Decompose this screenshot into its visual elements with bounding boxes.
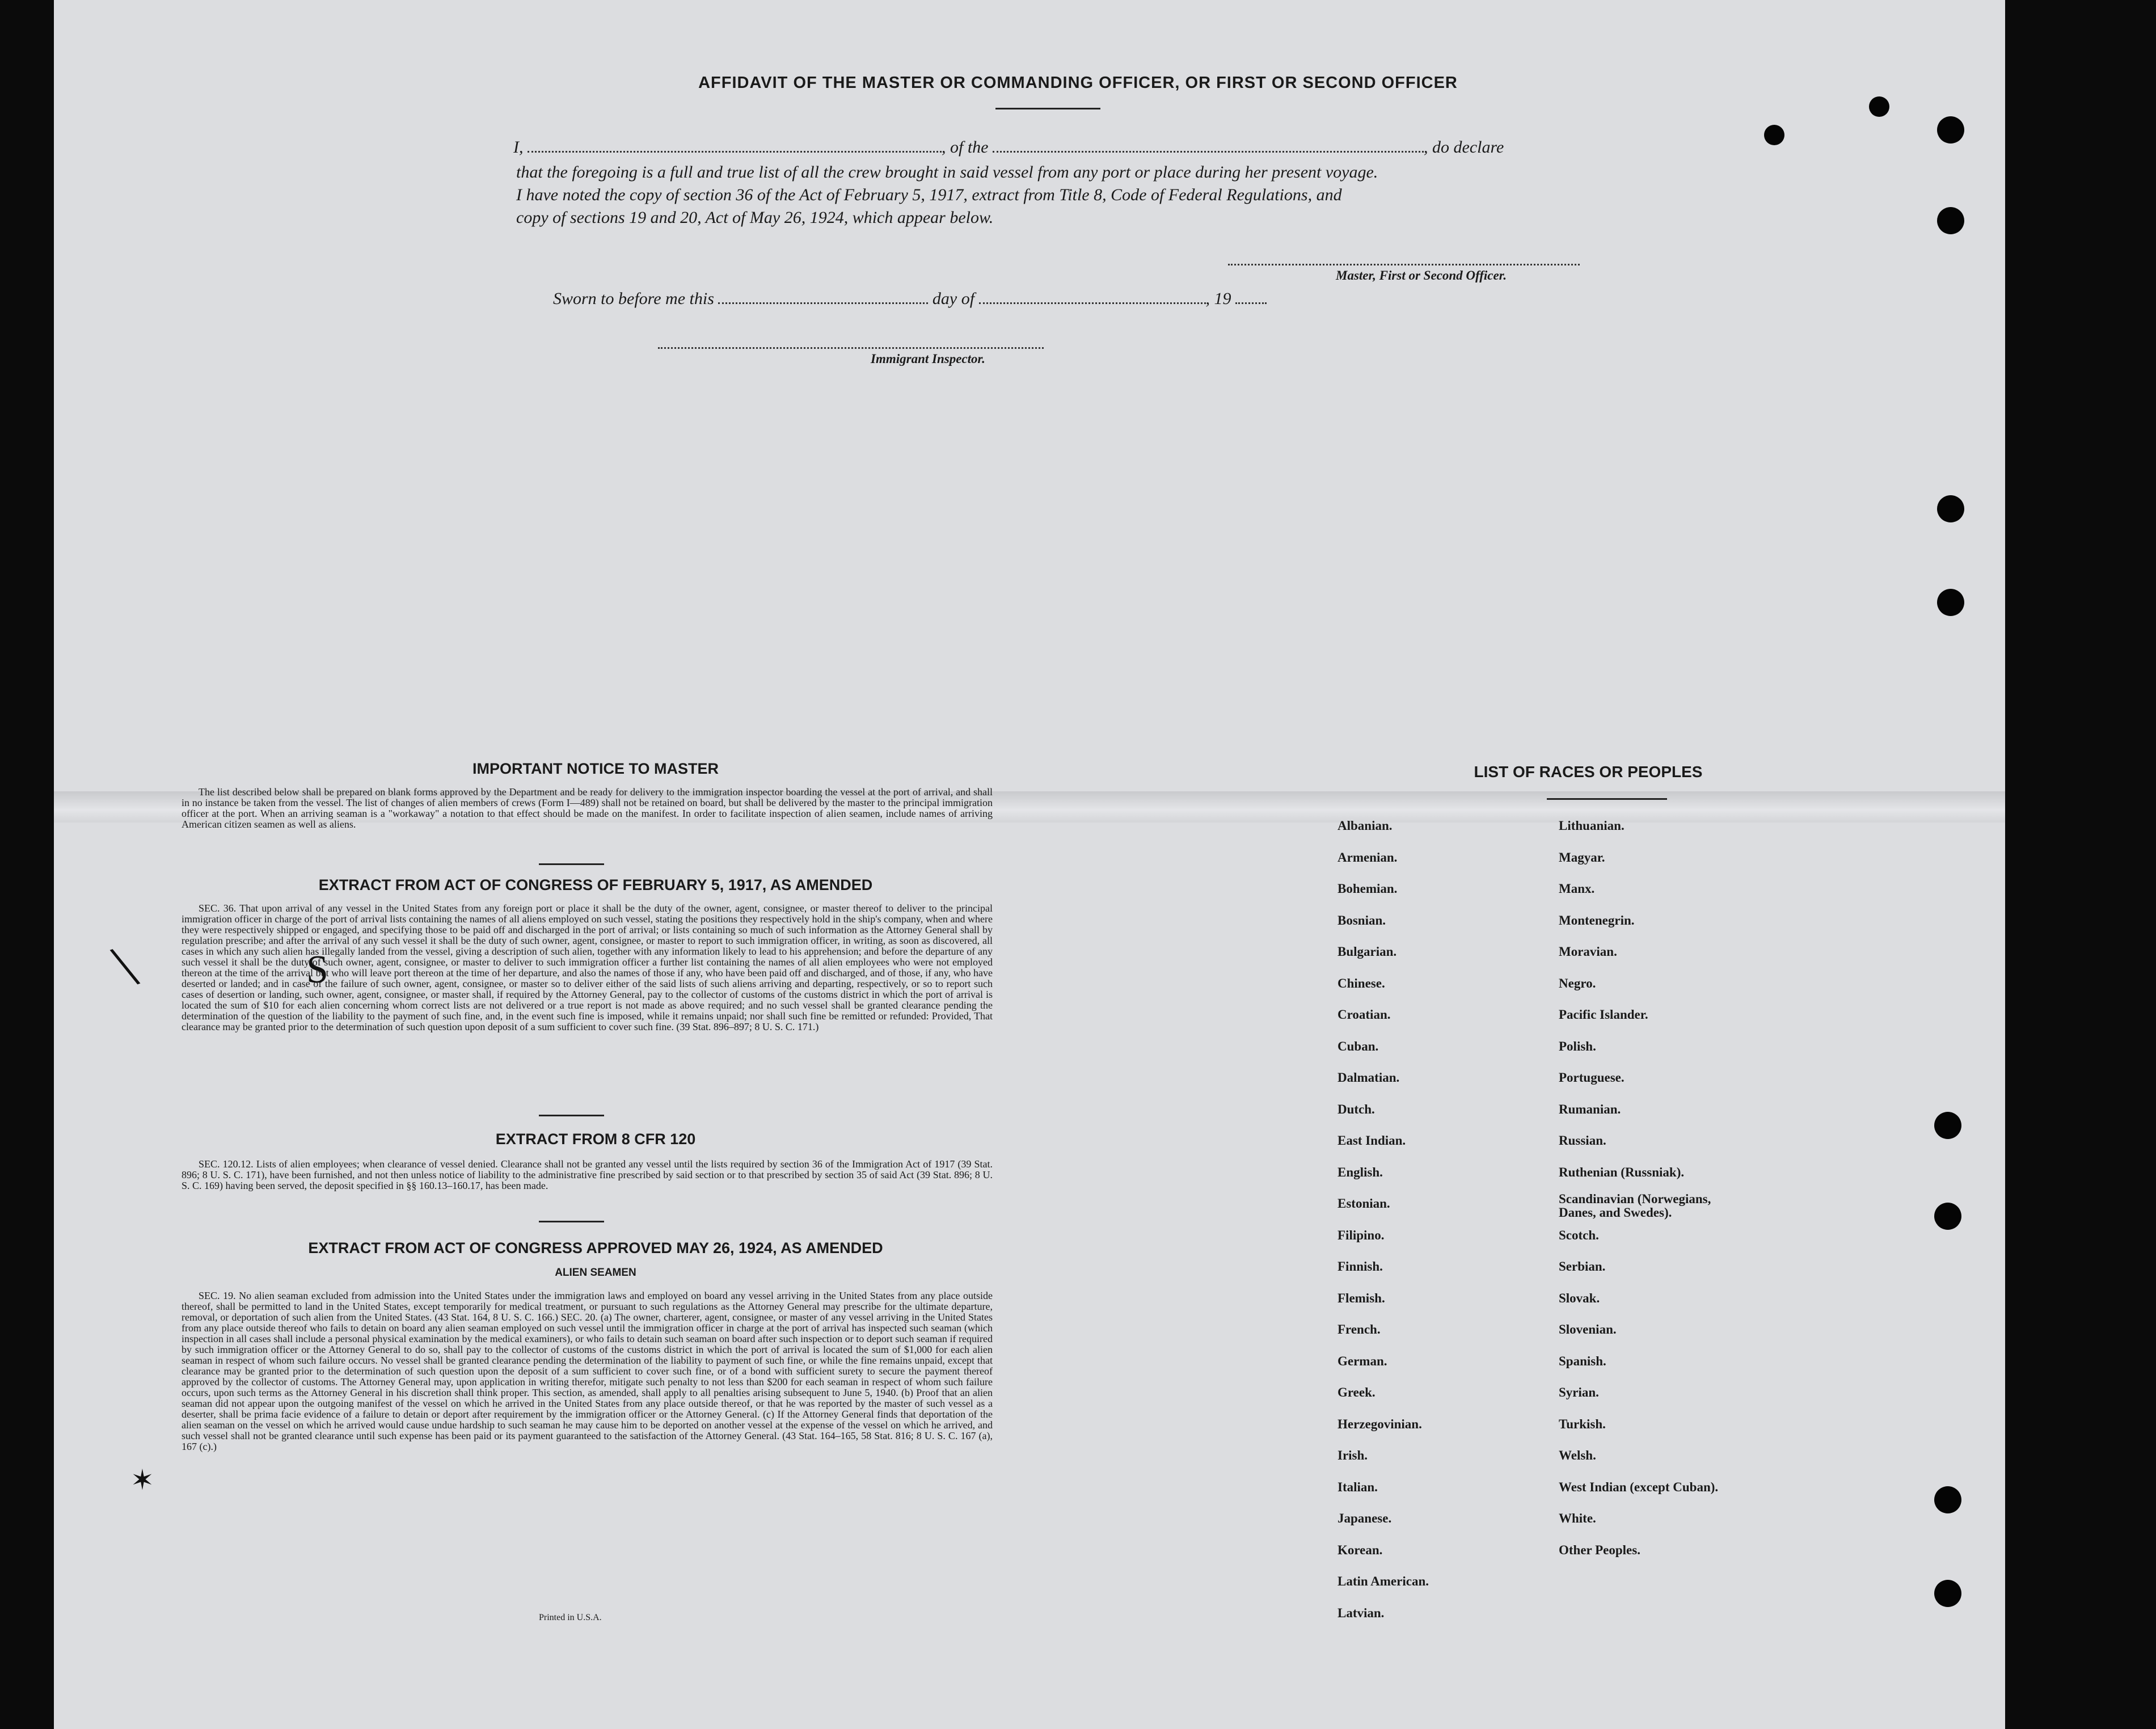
race-item: Scotch. <box>1559 1228 1599 1242</box>
race-item: Bosnian. <box>1338 913 1386 927</box>
declaration-line-2: that the foregoing is a full and true list of all the crew brought in said vessel from any port or place during her present voyage. <box>516 163 1378 182</box>
declarant-label: I, <box>513 138 524 157</box>
alien-seamen-subtitle: ALIEN SEAMEN <box>555 1267 636 1279</box>
race-item: Slovak. <box>1559 1291 1600 1305</box>
race-item: Greek. <box>1338 1385 1376 1399</box>
race-item: Scandinavian (Norwegians, Danes, and Swedes). <box>1559 1192 1711 1220</box>
race-item: Dalmatian. <box>1338 1070 1400 1085</box>
extract-1924-title: EXTRACT FROM ACT OF CONGRESS APPROVED MAY 26, 1924, AS AMENDED <box>308 1239 883 1256</box>
year-label: , 19 <box>1205 289 1231 308</box>
sworn-day-field[interactable] <box>718 291 928 304</box>
race-item: Herzegovinian. <box>1338 1416 1422 1431</box>
inspector-signature-label: Immigrant Inspector. <box>871 352 985 366</box>
extract-1924-text: SEC. 19. No alien seaman excluded from admission into the United States under the immigration laws and employed on board any vessel arriving in the United States from any place outside thereof, shall be permitted to land in the United States, except temporarily for medical treatment, or pursuant to such regulations as the Attorney General may prescribe for the ultimate departure, removal, or deportation of such alien from the United States. (43 Stat. 164, 8 U. S. C. 166.) SEC. 20. (a) The owner, charterer, agent, consignee, or master of any vessel arriving in the United States from any place outside thereof who fails to detain on board any alien seaman employed on such vessel until the immigration officer in charge at the port of arrival has inspected such seaman (which inspection in all cases shall include a personal physical examination by the medical examiners), or who fails to detain such seaman on board after such inspection or to deport such seaman if required by such immigration officer or the Attorney General to do so, shall pay to the collector of customs of the customs district in which the port of arrival is located the sum of $1,000 for each alien seaman in respect of whom such failure occurs. No vessel shall be granted clearance pending the determination of the liability to payment of such fine, or while the fine remains unpaid, except that clearance may be granted prior to the determination of such question upon the deposit of a sum sufficient to cover such fine, or of a bond with sufficient surety to secure the payment thereof approved by the collector of customs. The Attorney General may, upon application in writing therefor, mitigate such penalty to not less than $200 for each seaman in respect of whom such failure occurs, upon such terms as the Attorney General in his discretion shall think proper. This section, as amended, shall apply to all penalties arising subsequent to June 5, 1940. (b) Proof that an alien seaman did not appear upon the outgoing manifest of the vessel on which he arrived in the United States from any place outside thereof, or that he was reported by the master of such vessel as a deserter, shall be prima facie evidence of a failure to detain or deport after requirement by the immigration officer or the Attorney General. (c) If the Attorney General finds that deportation of the alien seaman on the vessel on which he arrived would cause undue hardship to such seaman he may cause him to be deported on another vessel at the expense of the vessel on which he arrived, and such vessel shall not be granted clearance until such expense has been paid or its payment guaranteed to the satisfaction of the Attorney General. (43 Stat. 164–165, 58 Stat. 816; 8 U. S. C. 167 (a), 167 (c).) <box>182 1290 993 1452</box>
race-item: Latin American. <box>1338 1574 1429 1588</box>
race-item: Serbian. <box>1559 1259 1606 1273</box>
punch-hole <box>1764 125 1784 145</box>
punch-hole <box>1937 207 1964 234</box>
race-item: Montenegrin. <box>1559 913 1635 927</box>
race-item: Japanese. <box>1338 1511 1392 1525</box>
declaration-line-1 <box>513 138 1504 157</box>
race-item: Syrian. <box>1559 1385 1599 1399</box>
race-item: English. <box>1338 1165 1383 1179</box>
race-item: Portuguese. <box>1559 1070 1625 1085</box>
notice-text: The list described below shall be prepared on blank forms approved by the Department and be ready for delivery to the immigration inspector boarding the vessel at the port of arrival, and shall in no instance be taken from the vessel. The list of changes of alien members of crews (Form I—489) shall not be retained on board, but shall be delivered by the master to the principal immigration officer at the port. When an arriving seaman is a "workaway" a notation to that effect should be made on the manifest. In order to facilitate inspection of alien seamen, include names of arriving American citizen seamen as well as aliens. <box>182 786 993 830</box>
declarant-name-field[interactable] <box>528 140 942 153</box>
do-declare-label: , do declare <box>1424 138 1504 157</box>
extract-1917-title: EXTRACT FROM ACT OF CONGRESS OF FEBRUARY 5, 1917, AS AMENDED <box>318 876 873 893</box>
race-item: Ruthenian (Russniak). <box>1559 1165 1685 1179</box>
race-item: Magyar. <box>1559 850 1605 864</box>
race-item: Rumanian. <box>1559 1102 1621 1116</box>
race-item: East Indian. <box>1338 1133 1406 1148</box>
race-item: Cuban. <box>1338 1039 1379 1053</box>
race-item: Bohemian. <box>1338 882 1398 896</box>
affidavit-title: AFFIDAVIT OF THE MASTER OR COMMANDING OFFICER, OR FIRST OR SECOND OFFICER <box>698 74 1458 92</box>
of-the-label: , of the <box>942 138 989 157</box>
punch-hole <box>1934 1486 1961 1513</box>
race-item: Welsh. <box>1559 1448 1596 1462</box>
race-item: Flemish. <box>1338 1291 1385 1305</box>
punch-hole <box>1934 1580 1961 1607</box>
sworn-label: Sworn to before me this <box>553 289 714 308</box>
divider <box>539 1221 604 1222</box>
race-item: Russian. <box>1559 1133 1606 1148</box>
master-signature-label: Master, First or Second Officer. <box>1336 268 1507 282</box>
race-item: Croatian. <box>1338 1007 1391 1022</box>
sworn-month-field[interactable] <box>979 291 1206 304</box>
race-item: Manx. <box>1559 882 1595 896</box>
race-item: Turkish. <box>1559 1416 1606 1431</box>
day-of-label: day of <box>932 289 975 308</box>
race-item: Finnish. <box>1338 1259 1383 1273</box>
race-item: Polish. <box>1559 1039 1596 1053</box>
race-item: Irish. <box>1338 1448 1368 1462</box>
race-item: Italian. <box>1338 1479 1378 1494</box>
divider <box>1547 798 1667 800</box>
punch-hole <box>1869 96 1889 117</box>
divider <box>539 1115 604 1116</box>
sworn-year-field[interactable] <box>1235 291 1267 304</box>
race-item: Slovenian. <box>1559 1322 1617 1336</box>
race-item: Albanian. <box>1338 819 1393 833</box>
race-item: Spanish. <box>1559 1353 1606 1368</box>
extract-8cfr-title: EXTRACT FROM 8 CFR 120 <box>495 1131 696 1148</box>
divider <box>995 108 1100 109</box>
master-signature-field[interactable] <box>1228 264 1580 265</box>
race-item: White. <box>1559 1511 1596 1525</box>
race-item: Other Peoples. <box>1559 1542 1640 1557</box>
pen-mark: S <box>306 948 328 992</box>
race-item: German. <box>1338 1353 1387 1368</box>
race-item: Lithuanian. <box>1559 819 1625 833</box>
race-item: French. <box>1338 1322 1381 1336</box>
extract-1917-text: SEC. 36. That upon arrival of any vessel in the United States from any foreign port or place it shall be the duty of the owner, agent, consignee, or master thereof to deliver to the principal immigration officer in charge of the port of arrival lists containing the names of all aliens employed on such vessel, stating the positions they respectively hold in the ship's company, when and where they were respectively shipped or engaged, and specifying those to be paid off and discharged in the port of arrival; or lists containing so much of such information as the Attorney General shall by regulation prescribe; and after the arrival of any such vessel it shall be the duty of such owner, agent, consignee, or master to report to such immigration officer, in writing, as soon as discovered, all cases in which any such alien has illegally landed from the vessel, giving a description of such alien, together with any information likely to lead to his apprehension; and before the departure of any such vessel it shall be the duty of such owner, agent, consignee, or master to deliver to such immigration officer a further list containing the names of all alien employees who were not employed thereon at the time of the arrival but who will leave port thereon at the time of her departure, and also the names of those if any, who have been paid off and discharged, and of those, if any, who have deserted or landed; and in case of the failure of such owner, agent, consignee, or master so to deliver either of the said lists of such aliens arriving and departing, respectively, or so to report such cases of desertion or landing, such owner, agent, consignee, or master shall, if required by the Attorney General, pay to the collector of customs of the customs district in which the port of arrival is located the sum of $10 for each alien concerning whom correct lists are not delivered or a true report is not made as above required; and no such vessel shall be granted clearance pending the determination of the question of the liability to the payment of such fine, and, in the event such fine is imposed, while it remains unpaid; nor shall such fine be remitted or refunded: Provided, That clearance may be granted prior to the determination of such question upon deposit of a sum sufficient to cover such fine. (39 Stat. 896–897; 8 U. S. C. 171.) <box>182 903 993 1032</box>
race-item: Chinese. <box>1338 976 1385 990</box>
race-item: Negro. <box>1559 976 1596 990</box>
punch-hole <box>1937 116 1964 144</box>
vessel-name-field[interactable] <box>993 140 1424 153</box>
race-item: Moravian. <box>1559 944 1617 959</box>
race-item: Korean. <box>1338 1542 1383 1557</box>
pen-mark: ✶ <box>130 1464 154 1496</box>
punch-hole <box>1937 495 1964 522</box>
races-title: LIST OF RACES OR PEOPLES <box>1474 763 1703 781</box>
extract-8cfr-text: SEC. 120.12. Lists of alien employees; when clearance of vessel denied. Clearance shall not be granted any vessel until the lists required by section 36 of the Immigration Act of 1917 (39 Stat. 896; 8 U. S. C. 171), have been furnished, and not then unless notice of liability to the administrative fine prescribed by said section or to that prescribed by section 35 of said Act (39 Stat. 896; 8 U. S. C. 169) having been served, the deposit specified in §§ 160.13–160.17, has been made. <box>182 1158 993 1191</box>
race-item: Latvian. <box>1338 1605 1385 1620</box>
divider <box>539 863 604 865</box>
notice-title: IMPORTANT NOTICE TO MASTER <box>472 760 719 777</box>
form-sheet <box>54 0 2005 1729</box>
punch-hole <box>1937 589 1964 616</box>
race-item: West Indian (except Cuban). <box>1559 1479 1719 1494</box>
pen-mark: \ <box>104 930 145 1002</box>
sworn-line <box>553 289 1267 309</box>
race-item: Estonian. <box>1338 1196 1390 1211</box>
declaration-line-3: I have noted the copy of section 36 of the Act of February 5, 1917, extract from Title 8, Code of Federal Regulations, and <box>516 185 1342 204</box>
race-item: Dutch. <box>1338 1102 1375 1116</box>
race-item: Pacific Islander. <box>1559 1007 1648 1022</box>
inspector-signature-field[interactable] <box>658 347 1044 349</box>
race-item: Bulgarian. <box>1338 944 1397 959</box>
printed-in-usa: Printed in U.S.A. <box>539 1613 602 1622</box>
declaration-line-4: copy of sections 19 and 20, Act of May 26, 1924, which appear below. <box>516 208 994 227</box>
punch-hole <box>1934 1203 1961 1230</box>
punch-hole <box>1934 1112 1961 1139</box>
race-item: Armenian. <box>1338 850 1398 864</box>
race-item: Filipino. <box>1338 1228 1385 1242</box>
